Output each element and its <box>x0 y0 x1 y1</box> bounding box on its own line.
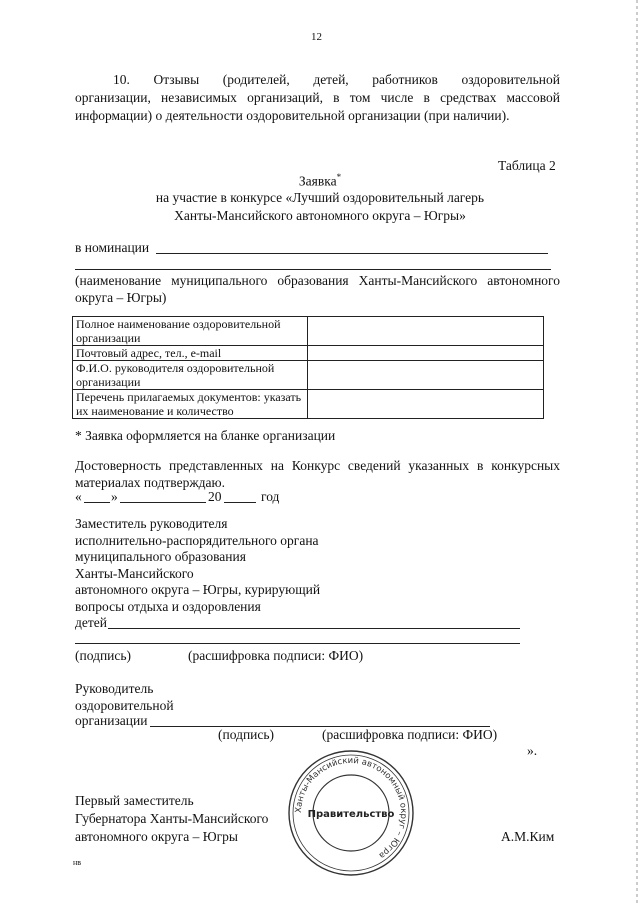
deputy-line: вопросы отдыха и оздоровления <box>75 598 261 614</box>
paragraph-10 <box>75 71 560 125</box>
closing-quote: ». <box>527 743 538 758</box>
application-title-text: Заявка <box>298 173 337 189</box>
table-row <box>73 317 544 346</box>
table-cell-label: Перечень прилагаемых документов: указать их наименование и количество <box>73 390 308 419</box>
application-title-mark: * <box>336 172 342 182</box>
confirmation-line: материалах подтверждаю. <box>75 475 225 490</box>
date-day-line[interactable] <box>84 502 110 503</box>
date-month-line[interactable] <box>120 502 206 503</box>
municipality-field-line[interactable] <box>75 269 551 270</box>
date-open-quote: « <box>75 489 82 504</box>
head-line: Руководитель <box>75 681 154 696</box>
government-stamp <box>286 748 416 878</box>
deputy-last-line: детей <box>75 615 107 630</box>
signatory-line-2: Губернатора Ханты-Мансийского <box>75 811 269 826</box>
page-number: 12 <box>311 31 322 43</box>
paragraph-line: информации) о деятельности оздоровительной организации (при наличии). <box>75 108 510 123</box>
signature-field-line[interactable] <box>75 643 520 644</box>
deputy-field-line[interactable] <box>108 628 520 629</box>
table-cell-value[interactable] <box>308 317 544 346</box>
table-row <box>73 390 544 419</box>
application-subtitle-1: на участие в конкурсе «Лучший оздоровительный лагерь <box>155 190 485 205</box>
confirmation-line: Достоверность представленных на Конкурс сведений указанных в конкурсных <box>75 458 560 473</box>
application-title <box>0 172 640 190</box>
signatory-line-3: автономного округа – Югры <box>75 829 238 844</box>
stamp-center-text: Правительство <box>307 809 395 820</box>
table-label: Таблица 2 <box>498 158 556 173</box>
table-cell-value[interactable] <box>308 390 544 419</box>
paragraph-line: 10. Отзывы (родителей, детей, работников оздоровительной <box>113 72 560 87</box>
signatory-name: А.М.Ким <box>501 829 555 844</box>
table-cell-label: Ф.И.О. руководителя оздоровительной организации <box>73 361 308 390</box>
head-signature-decode-label: (расшифровка подписи: ФИО) <box>322 727 498 742</box>
initials: нв <box>73 858 82 867</box>
signature-label: (подпись) <box>75 648 132 663</box>
nomination-field-line[interactable] <box>156 253 548 254</box>
application-form-table <box>72 316 544 419</box>
municipality-note: (наименование муниципального образования Ханты-Мансийского автономного округа – Югры) <box>75 273 560 305</box>
date-close-quote: » <box>111 489 118 504</box>
signature-decode-label: (расшифровка подписи: ФИО) <box>188 648 364 663</box>
table-cell-value[interactable] <box>308 346 544 361</box>
footnote: * Заявка оформляется на бланке организации <box>75 428 336 443</box>
table-cell-label: Почтовый адрес, тел., e-mail <box>73 346 308 361</box>
deputy-block <box>75 516 320 615</box>
table-cell-value[interactable] <box>308 361 544 390</box>
year-prefix: 20 <box>208 489 222 504</box>
paragraph-line: организации, независимых организаций, в том числе в средствах массовой <box>75 90 560 105</box>
table-row <box>73 361 544 390</box>
head-last-line: организации <box>75 713 148 728</box>
stamp-ring-text: Ханты-Мансийский автономный округ – Югра <box>293 755 409 861</box>
head-signature-label: (подпись) <box>218 727 275 742</box>
deputy-line: исполнительно-распорядительного органа <box>75 532 319 548</box>
confirmation-text <box>75 457 560 491</box>
table-row <box>73 346 544 361</box>
deputy-line: автономного округа – Югры, курирующий <box>75 582 321 597</box>
signatory-line-1: Первый заместитель <box>75 793 194 808</box>
nomination-label: в номинации <box>75 240 150 255</box>
deputy-line: Ханты-Мансийского <box>75 565 194 581</box>
deputy-line: Заместитель руководителя <box>75 516 228 531</box>
date-year-line[interactable] <box>224 502 256 503</box>
head-block <box>75 681 174 714</box>
table-cell-label: Полное наименование оздоровительной организации <box>73 317 308 346</box>
deputy-line: муниципального образования <box>75 549 246 564</box>
year-suffix: год <box>261 489 280 504</box>
application-subtitle-2: Ханты-Мансийского автономного округа – Югры» <box>174 208 466 223</box>
head-line: оздоровительной <box>75 697 174 713</box>
scan-edge <box>636 0 638 905</box>
